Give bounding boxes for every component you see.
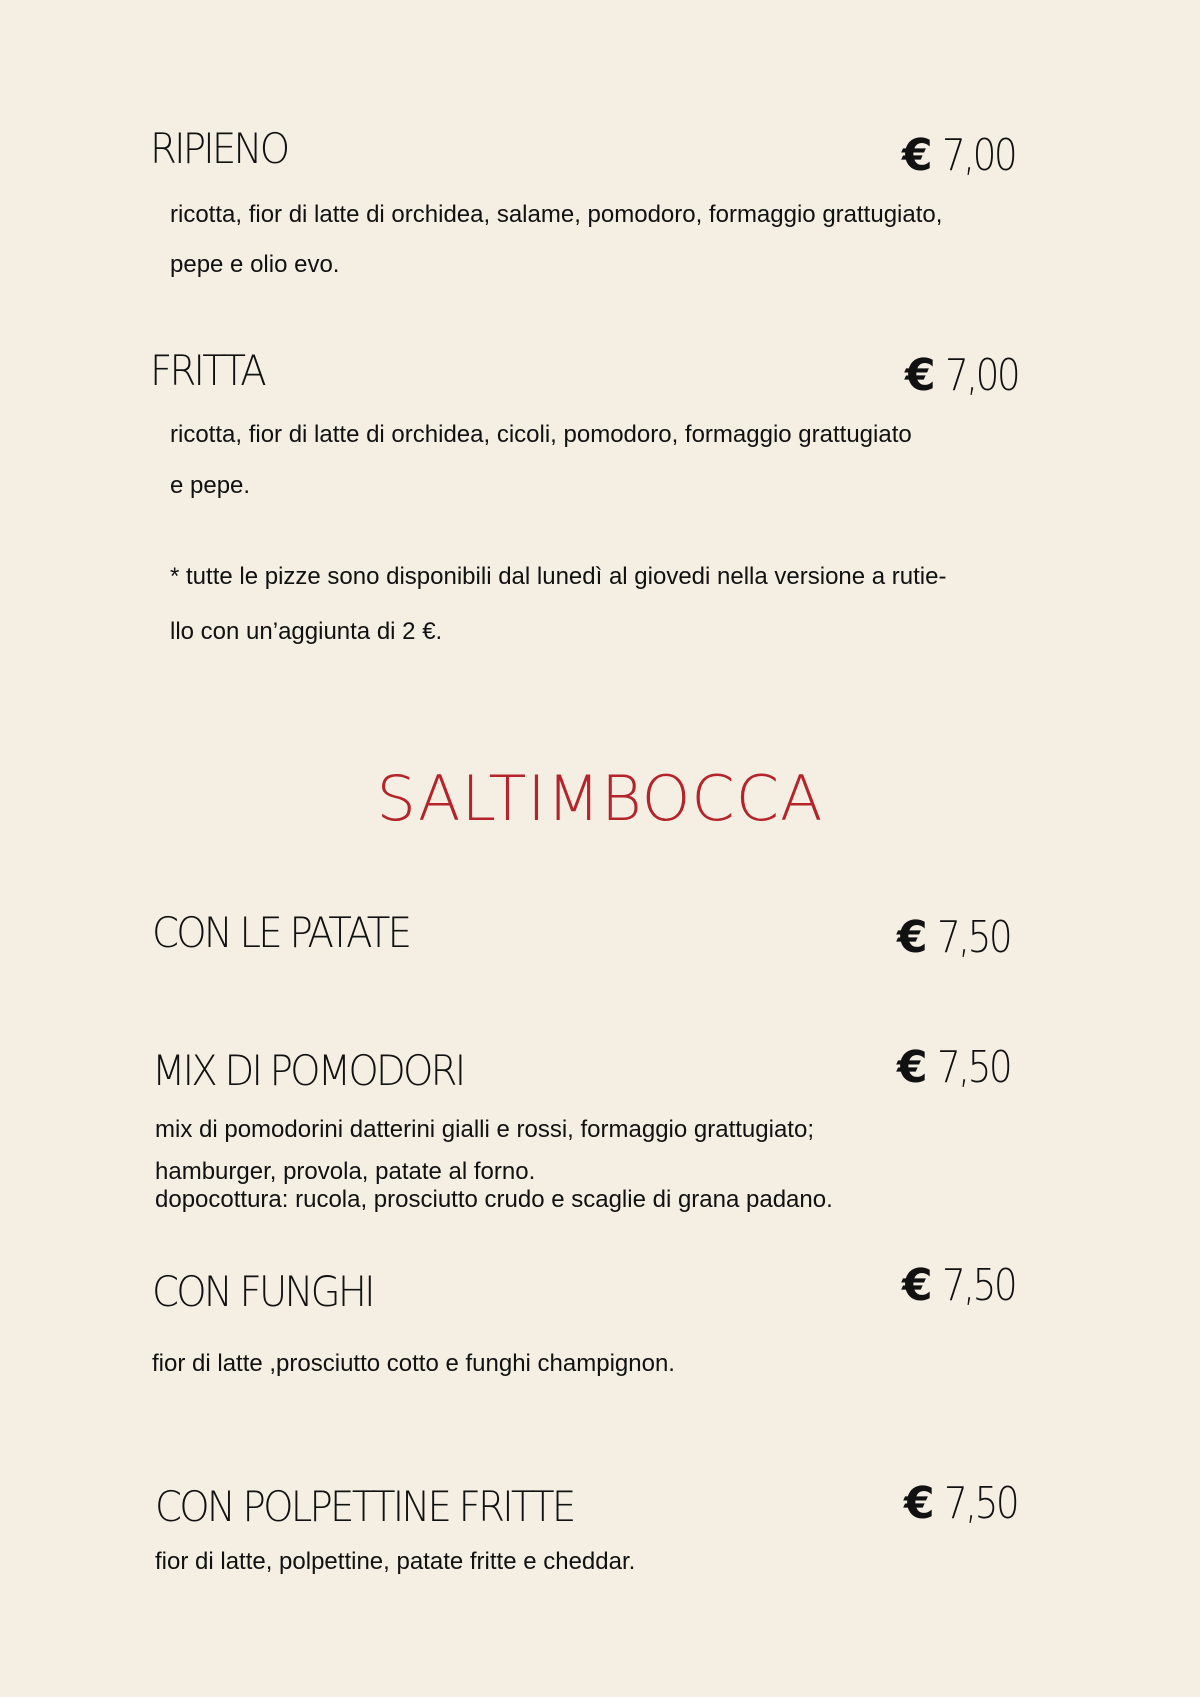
note-line: * tutte le pizze sono disponibili dal lunedì al giovedi nella versione a rutie-: [170, 563, 947, 590]
item-name-con-le-patate: CON LE PATATE: [152, 908, 410, 957]
item-price-con-funghi: [902, 1260, 1028, 1311]
price-amount: 7,00: [941, 130, 1015, 181]
euro-symbol: €: [897, 912, 925, 963]
item-description-line: fior di latte ,prosciutto cotto e funghi champignon.: [152, 1350, 675, 1377]
note-line: llo con un’aggiunta di 2 €.: [170, 618, 443, 645]
euro-symbol: €: [905, 350, 933, 401]
item-name-fritta: FRITTA: [150, 346, 264, 395]
price-amount: 7,50: [943, 1478, 1017, 1529]
item-description-line: fior di latte, polpettine, patate fritte e cheddar.: [155, 1548, 636, 1575]
item-price-fritta: [905, 350, 1031, 401]
item-description-line: pepe e olio evo.: [170, 251, 340, 278]
item-description-line: dopocottura: rucola, prosciutto crudo e scaglie di grana padano.: [155, 1186, 833, 1213]
price-amount: 7,50: [936, 1042, 1010, 1093]
euro-symbol: €: [897, 1042, 925, 1093]
item-description-line: hamburger, provola, patate al forno.: [155, 1158, 536, 1185]
item-name-ripieno: RIPIENO: [150, 124, 288, 173]
item-price-con-polpettine-fritte: [904, 1478, 1030, 1529]
item-price-ripieno: [902, 130, 1028, 181]
euro-symbol: €: [904, 1478, 932, 1529]
item-description-line: e pepe.: [170, 472, 251, 499]
item-name-con-funghi: CON FUNGHI: [152, 1267, 373, 1316]
item-price-mix-di-pomodori: [897, 1042, 1023, 1093]
item-name-mix-di-pomodori: MIX DI POMODORI: [152, 1046, 464, 1095]
item-description-line: ricotta, fior di latte di orchidea, salame, pomodoro, formaggio grattugiato,: [170, 201, 943, 228]
price-amount: 7,50: [941, 1260, 1015, 1311]
price-amount: 7,00: [944, 350, 1018, 401]
item-price-con-le-patate: [897, 912, 1023, 963]
item-description-line: mix di pomodorini datterini gialli e rossi, formaggio grattugiato;: [155, 1116, 814, 1143]
item-description-line: ricotta, fior di latte di orchidea, cicoli, pomodoro, formaggio grattugiato: [170, 421, 912, 448]
item-name-con-polpettine-fritte: CON POLPETTINE FRITTE: [155, 1482, 574, 1531]
euro-symbol: €: [902, 130, 930, 181]
price-amount: 7,50: [936, 912, 1010, 963]
section-title: SALTIMBOCCA: [376, 762, 824, 835]
euro-symbol: €: [902, 1260, 930, 1311]
